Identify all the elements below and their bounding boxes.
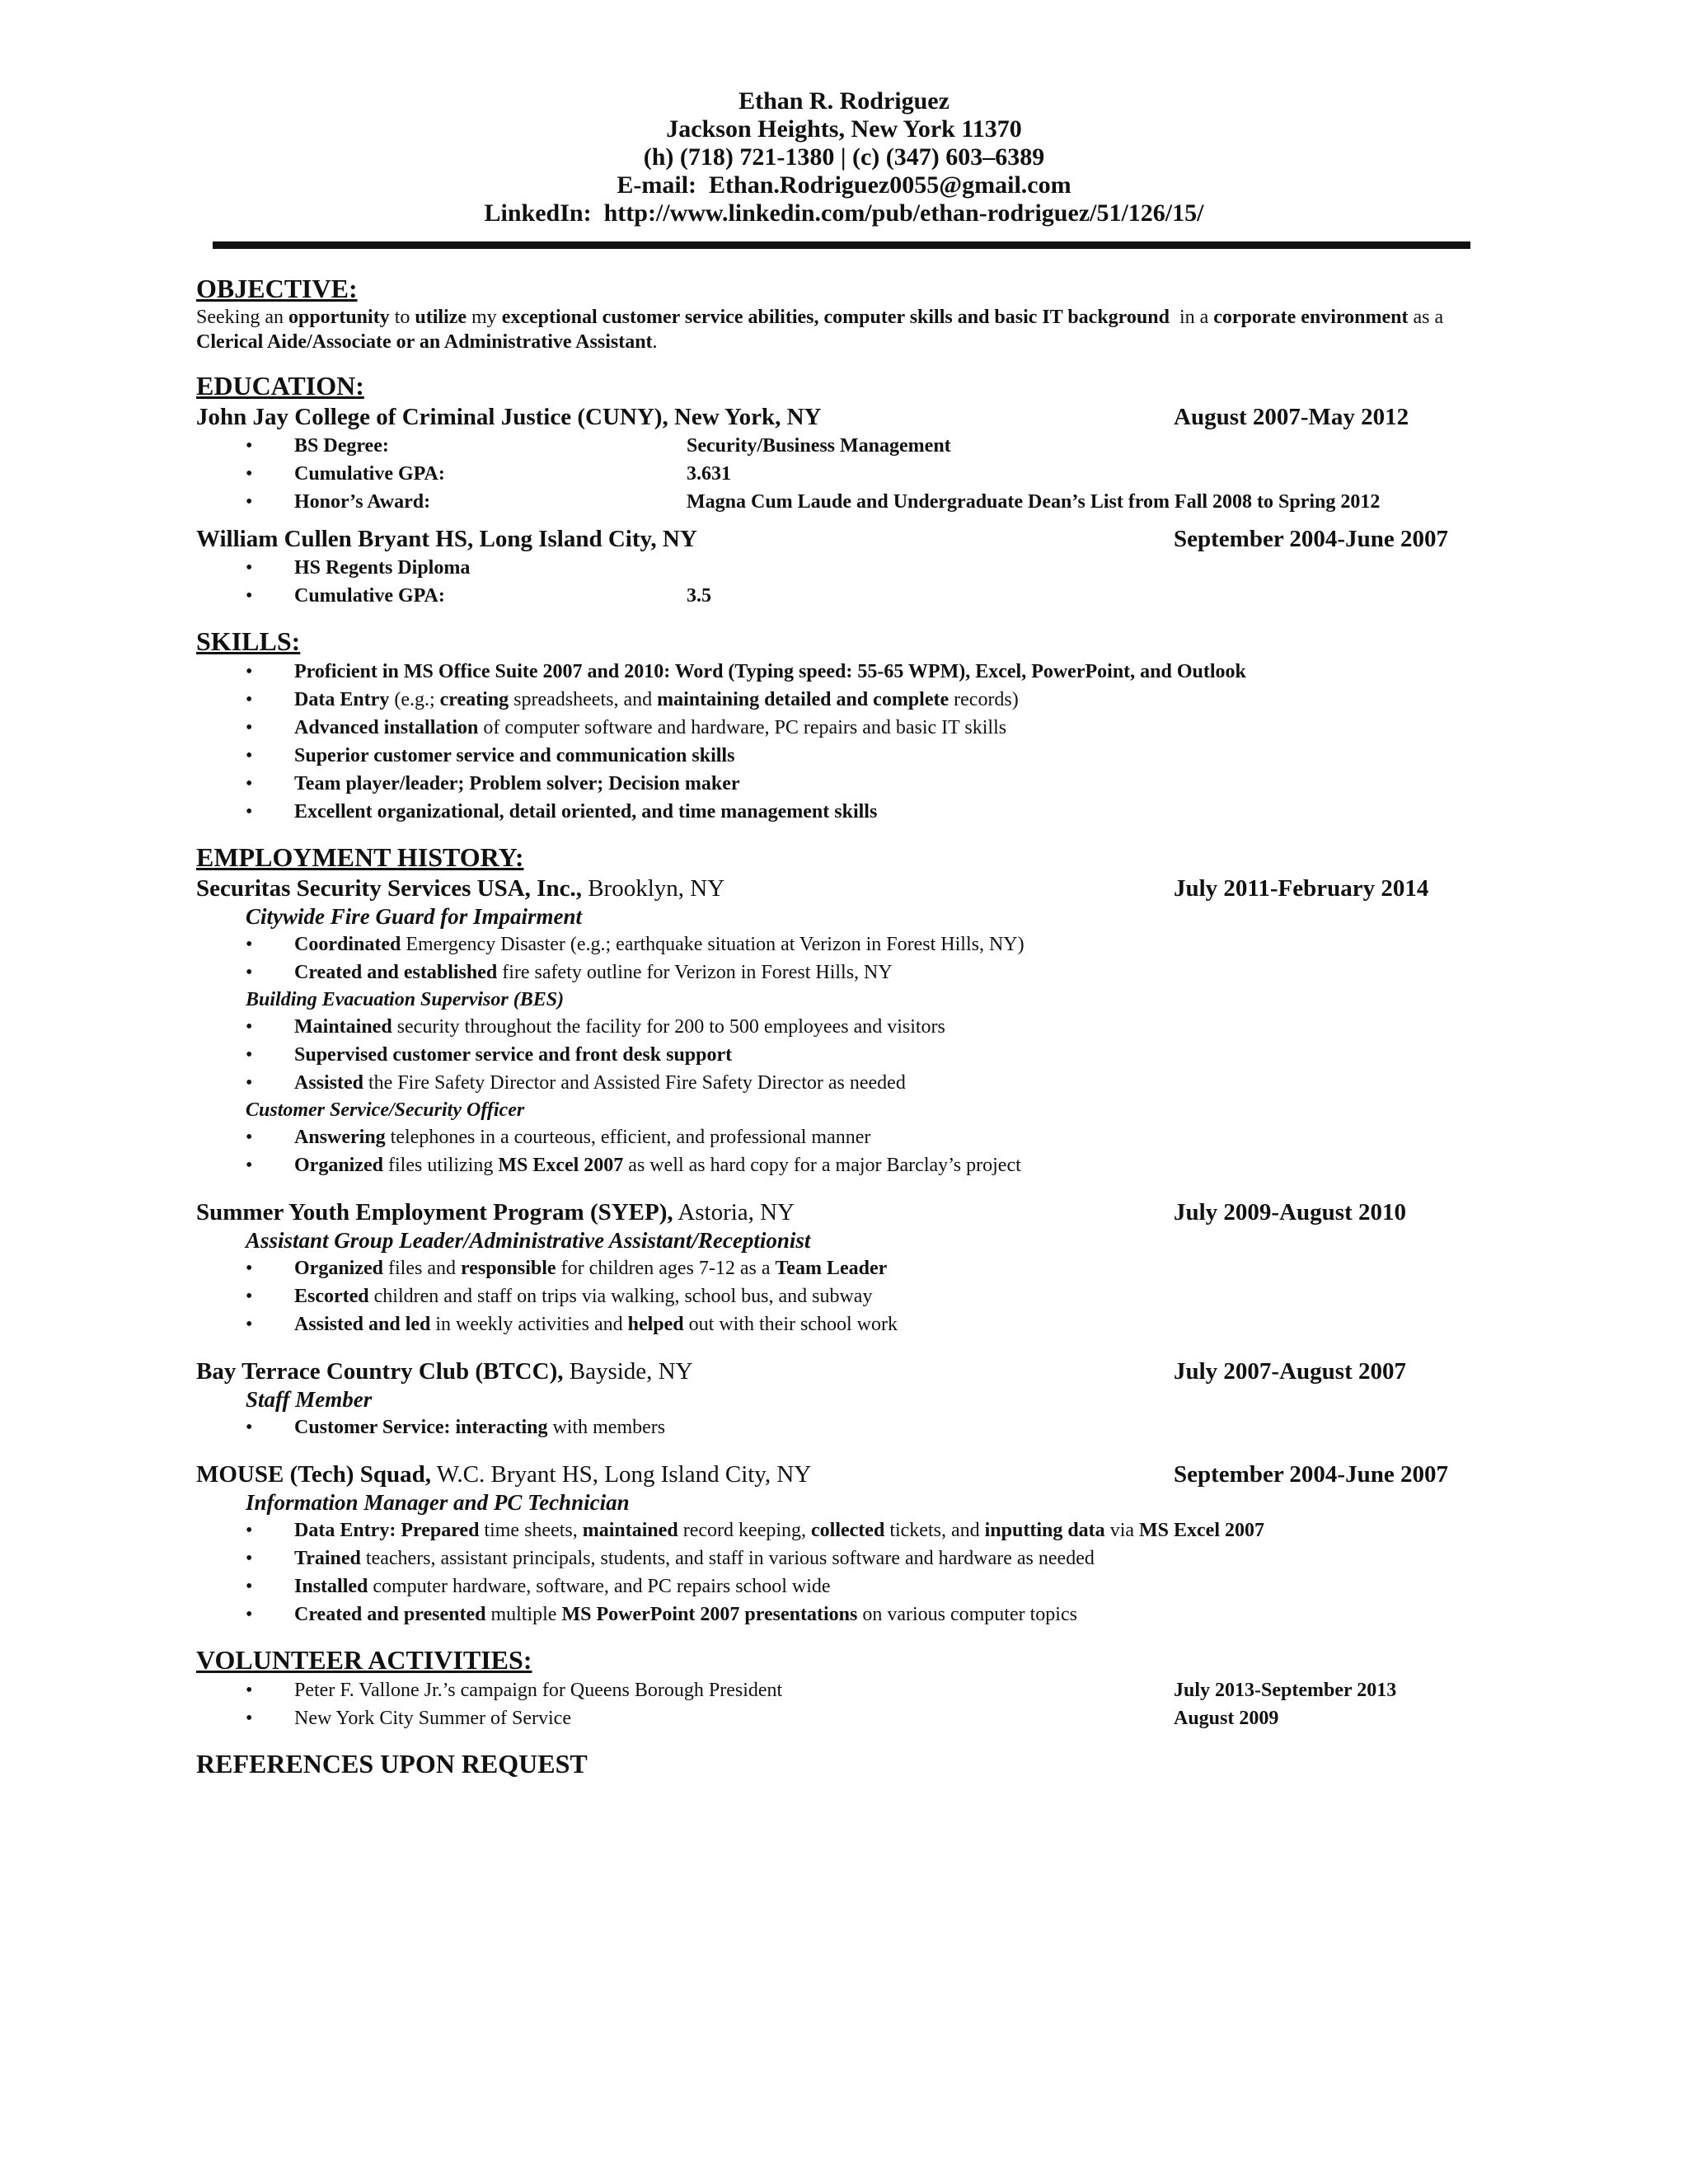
job-date: July 2011-February 2014 (1174, 875, 1429, 902)
list-item: • Organized files utilizing MS Excel 2007 as well as hard copy for a major Barclay’s project (196, 1151, 1482, 1179)
references-note: REFERENCES UPON REQUEST (196, 1749, 588, 1779)
list-item: • Created and established fire safety outline for Verizon in Forest Hills, NY (196, 958, 1482, 987)
job-bullets (196, 1013, 1482, 1097)
job-date: July 2009-August 2010 (1174, 1199, 1406, 1226)
objective-heading: OBJECTIVE: (196, 274, 358, 303)
job-bullets (196, 1254, 1482, 1338)
objective-seg: utilize (415, 307, 467, 328)
list-item: • Coordinated Emergency Disaster (e.g.; earthquake situation at Verizon in Forest Hills, NY) (196, 930, 1482, 958)
list-item: • Organized files and responsible for children ages 7-12 as a Team Leader (196, 1254, 1482, 1282)
job-bullets (196, 1413, 1482, 1441)
objective-seg: opportunity (288, 307, 390, 328)
volunteer-heading: VOLUNTEER ACTIVITIES: (196, 1645, 532, 1675)
header-divider (213, 241, 1470, 249)
list-item: • Maintained security throughout the facility for 200 to 500 employees and visitors (196, 1013, 1482, 1041)
job-role: Assistant Group Leader/Administrative Assistant/Receptionist (246, 1228, 811, 1253)
job-row (196, 1357, 1482, 1386)
school-name: William Cullen Bryant HS, Long Island City, NY (196, 526, 697, 552)
objective-seg: in a (1169, 307, 1214, 328)
list-item: • Installed computer hardware, software, and PC repairs school wide (196, 1572, 1482, 1601)
objective-seg: exceptional customer service abilities, computer skills and basic IT background (501, 307, 1170, 328)
candidate-email: E-mail: Ethan.Rodriguez0055@gmail.com (617, 171, 1071, 199)
list-item: • Assisted and led in weekly activities and helped out with their school work (196, 1310, 1482, 1338)
list-item: • Honor’s Award: Magna Cum Laude and Undergraduate Dean’s List from Fall 2008 to Spring 2012 (196, 488, 1482, 516)
employment-heading: EMPLOYMENT HISTORY: (196, 842, 524, 872)
volunteer-date: July 2013-September 2013 (1174, 1680, 1397, 1701)
school-details (196, 554, 1482, 610)
school-row (196, 524, 1482, 554)
list-item: • Proficient in MS Office Suite 2007 and 2010: Word (Typing speed: 55-65 WPM), Excel, PowerPoint, and Outlook (196, 658, 1482, 686)
candidate-address: Jackson Heights, New York 11370 (666, 115, 1022, 143)
list-item: • Cumulative GPA: 3.5 (196, 582, 1482, 610)
job-bullets (196, 1123, 1482, 1179)
job-row (196, 874, 1482, 903)
list-item: • Answering telephones in a courteous, efficient, and professional manner (196, 1123, 1482, 1151)
list-item: • Excellent organizational, detail oriented, and time management skills (196, 798, 1482, 826)
job-subrole: Customer Service/Security Officer (246, 1099, 525, 1121)
objective-seg: my (467, 307, 502, 328)
list-item: • Cumulative GPA: 3.631 (196, 460, 1482, 488)
job-date: July 2007-August 2007 (1174, 1358, 1406, 1385)
job-role: Staff Member (246, 1387, 373, 1412)
list-item: • Assisted the Fire Safety Director and Assisted Fire Safety Director as needed (196, 1069, 1482, 1097)
skills-heading: SKILLS: (196, 626, 301, 656)
objective-seg: corporate environment (1213, 307, 1409, 328)
candidate-linkedin: LinkedIn: http://www.linkedin.com/pub/ethan-rodriguez/51/126/15/ (484, 199, 1204, 227)
job-bullets (196, 930, 1482, 987)
volunteer-list (196, 1676, 1482, 1732)
list-item: • Customer Service: interacting with members (196, 1413, 1482, 1441)
objective-seg: Clerical Aide/Associate or an Administrative Assistant (196, 331, 653, 353)
list-item: • Superior customer service and communication skills (196, 742, 1482, 770)
list-item: • New York City Summer of Service August 2009 (196, 1704, 1482, 1732)
objective-seg: to (389, 307, 415, 328)
list-item: • BS Degree: Security/Business Management (196, 432, 1482, 460)
objective-seg: . (652, 331, 658, 353)
school-name: John Jay College of Criminal Justice (CUNY), New York, NY (196, 404, 822, 430)
list-item: • Escorted children and staff on trips via walking, school bus, and subway (196, 1282, 1482, 1310)
job-role: Information Manager and PC Technician (246, 1490, 630, 1515)
list-item: • Supervised customer service and front desk support (196, 1041, 1482, 1069)
candidate-phone: (h) (718) 721-1380 | (c) (347) 603–6389 (643, 143, 1045, 171)
candidate-name: Ethan R. Rodriguez (738, 87, 950, 115)
list-item: • HS Regents Diploma (196, 554, 1482, 582)
job-row (196, 1460, 1482, 1489)
list-item: • Advanced installation of computer software and hardware, PC repairs and basic IT skills (196, 714, 1482, 742)
employer-name: Bay Terrace Country Club (BTCC), Bayside, NY (196, 1358, 693, 1385)
list-item: • Created and presented multiple MS PowerPoint 2007 presentations on various computer topics (196, 1601, 1482, 1629)
school-details (196, 432, 1482, 516)
skills-list (196, 658, 1482, 826)
list-item: • Data Entry: Prepared time sheets, maintained record keeping, collected tickets, and inputting data via MS Excel 2007 (196, 1516, 1482, 1544)
job-row (196, 1197, 1482, 1227)
job-bullets (196, 1516, 1482, 1629)
school-date: September 2004-June 2007 (1174, 526, 1448, 552)
list-item: • Trained teachers, assistant principals, students, and staff in various software and hardware as needed (196, 1544, 1482, 1572)
employer-name: MOUSE (Tech) Squad, W.C. Bryant HS, Long Island City, NY (196, 1461, 812, 1488)
resume-body (196, 272, 1482, 1780)
employer-name: Summer Youth Employment Program (SYEP), Astoria, NY (196, 1199, 795, 1226)
job-subrole: Building Evacuation Supervisor (BES) (246, 989, 565, 1010)
employer-name: Securitas Security Services USA, Inc., Brooklyn, NY (196, 875, 725, 902)
resume-header (0, 87, 1688, 227)
job-date: September 2004-June 2007 (1174, 1461, 1448, 1488)
school-date: August 2007-May 2012 (1174, 404, 1409, 430)
volunteer-date: August 2009 (1174, 1708, 1279, 1729)
list-item: • Team player/leader; Problem solver; Decision maker (196, 770, 1482, 798)
education-heading: EDUCATION: (196, 371, 364, 401)
list-item: • Data Entry (e.g.; creating spreadsheets, and maintaining detailed and complete records) (196, 686, 1482, 714)
list-item: • Peter F. Vallone Jr.’s campaign for Queens Borough President July 2013-September 2013 (196, 1676, 1482, 1704)
school-row (196, 402, 1482, 432)
objective-seg: Seeking an (196, 307, 288, 328)
objective-seg: as a (1408, 307, 1444, 328)
job-role: Citywide Fire Guard for Impairment (246, 904, 583, 929)
objective-text (196, 305, 1482, 354)
